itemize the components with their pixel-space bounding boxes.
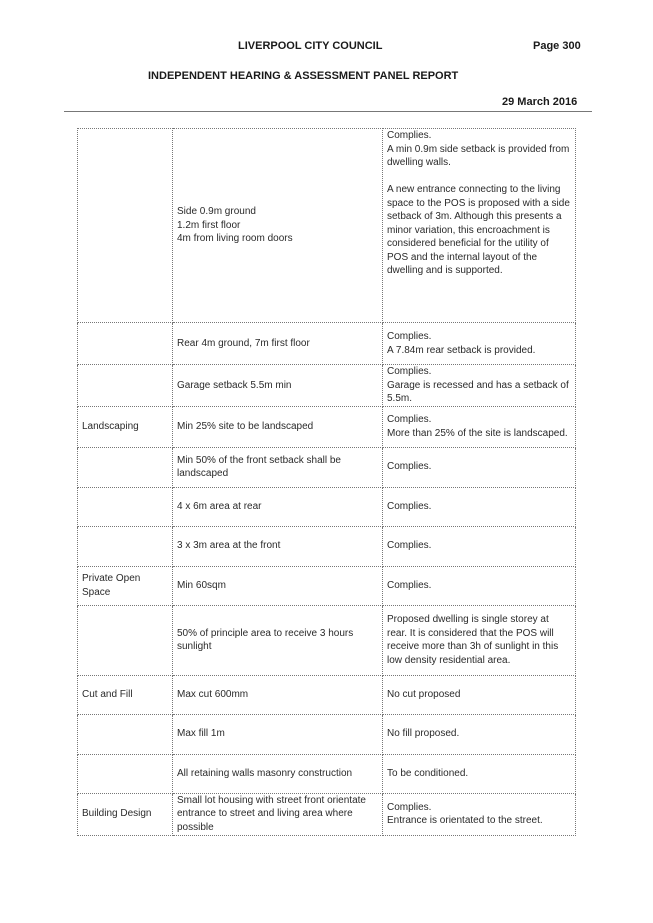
control-cell: 50% of principle area to receive 3 hours sunlight [173, 605, 383, 675]
category-cell [78, 487, 173, 526]
table-row [78, 566, 576, 605]
compliance-table [77, 128, 576, 836]
comment-cell: No fill proposed. [383, 714, 576, 754]
table-row [78, 793, 576, 835]
category-cell [78, 447, 173, 487]
category-cell [78, 365, 173, 407]
control-cell: Max cut 600mm [173, 675, 383, 714]
control-cell: Side 0.9m ground 1.2m first floor 4m from living room doors [173, 129, 383, 323]
table-row [78, 605, 576, 675]
control-cell: All retaining walls masonry construction [173, 754, 383, 793]
control-cell: 4 x 6m area at rear [173, 487, 383, 526]
category-cell [78, 754, 173, 793]
comment-cell: No cut proposed [383, 675, 576, 714]
control-cell: Min 50% of the front setback shall be landscaped [173, 447, 383, 487]
header-divider [64, 111, 592, 112]
table-row [78, 487, 576, 526]
comment-cell: Complies. Garage is recessed and has a setback of 5.5m. [383, 365, 576, 407]
comment-cell: Proposed dwelling is single storey at rear. It is considered that the POS will receive more than 3h of sunlight in this low density residential area. [383, 605, 576, 675]
category-cell: Building Design [78, 793, 173, 835]
category-cell [78, 323, 173, 365]
table-row [78, 526, 576, 566]
control-cell: Rear 4m ground, 7m first floor [173, 323, 383, 365]
table-row [78, 675, 576, 714]
category-cell: Cut and Fill [78, 675, 173, 714]
category-cell [78, 129, 173, 323]
category-cell [78, 714, 173, 754]
control-cell: Min 25% site to be landscaped [173, 406, 383, 447]
report-title: INDEPENDENT HEARING & ASSESSMENT PANEL REPORT [148, 70, 459, 82]
table-row [78, 714, 576, 754]
comment-cell: Complies. [383, 566, 576, 605]
table-row [78, 129, 576, 323]
table-row [78, 323, 576, 365]
report-date: 29 March 2016 [502, 96, 578, 108]
table-row [78, 754, 576, 793]
table-row [78, 406, 576, 447]
comment-cell: Complies. A 7.84m rear setback is provided. [383, 323, 576, 365]
category-cell: Private Open Space [78, 566, 173, 605]
comment-cell: Complies. [383, 526, 576, 566]
council-name: LIVERPOOL CITY COUNCIL [238, 40, 383, 52]
comment-cell: Complies. A min 0.9m side setback is provided from dwelling walls. A new entrance connecting to the living space to the POS is proposed with a side setback of 3m. Although this presents a minor variation, this encroachment is considered beneficial for the utility of POS and the internal layout of the dwelling and is supported. [383, 129, 576, 323]
comment-cell: To be conditioned. [383, 754, 576, 793]
category-cell [78, 605, 173, 675]
control-cell: Small lot housing with street front orientate entrance to street and living area where possible [173, 793, 383, 835]
comment-cell: Complies. [383, 487, 576, 526]
table-row [78, 365, 576, 407]
control-cell: Garage setback 5.5m min [173, 365, 383, 407]
page-number: Page 300 [533, 40, 581, 52]
control-cell: Min 60sqm [173, 566, 383, 605]
control-cell: Max fill 1m [173, 714, 383, 754]
table-row [78, 447, 576, 487]
comment-cell: Complies. [383, 447, 576, 487]
category-cell: Landscaping [78, 406, 173, 447]
comment-cell: Complies. Entrance is orientated to the street. [383, 793, 576, 835]
control-cell: 3 x 3m area at the front [173, 526, 383, 566]
comment-cell: Complies. More than 25% of the site is landscaped. [383, 406, 576, 447]
category-cell [78, 526, 173, 566]
